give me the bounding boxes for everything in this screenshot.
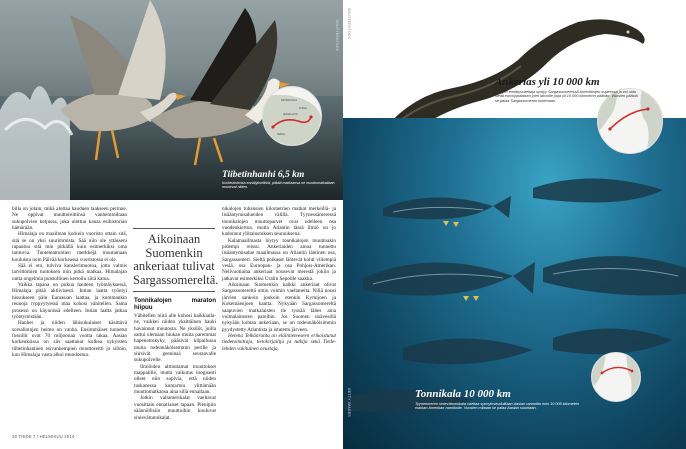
map-label-himalaya: HIMALAYA [283,112,298,116]
col2-paragraph: Vähitellen niitä alle kohosi kaikkialla-ne, vaikkei niiden yksittäinen hauki havainnut muutosta. Ne yksilöt, joilla sattui olemaan hiukan muita paremmat hapenottokyky, pääsivät kilpailussa muita todennäköisemmin perille ja siirsivät geeninsä seuraavalle sukupolvelle. [134,313,216,364]
eel-caption [495,76,685,88]
col3-paragraph: nikalojen tuhansien kilometrien matkat merkeillä- ja lisääntymisalueiden välillä. Tyynessämeressä tonnikalojen muuttoparvet ovat odelleen osa vuodenkiertoa, mutta Atlantin tässä ilmiö on jo kadonnut yliitalustuksen seurauksena. [222,206,336,238]
map-label-india: INDIA [277,132,286,136]
map-label-mongolia: MONGOLIA [281,98,298,102]
photo-credit-getty: GETTY IMAGES [347,388,351,417]
asia-map-drawing [263,87,321,145]
col1-paragraph: billa on jotain, mikä alottaa hauduen taakseen perinne. Ne oppivat muuttoreittinsä vanhemmiltaan sukupolvien ketjussa, joka ulottuu kauas esihistorian hämärään. [12,206,127,232]
pacific-map-drawing [592,353,640,401]
tuna-caption-title: Tonnikala 10 000 km [415,388,511,400]
right-page [343,0,686,449]
article-column-2 [134,294,216,421]
col1-paragraph: Hanhet ja niiden lähisukulaiset käsittävä sorsalintujen heimo on vanha. Ensimmäiset tunnetut fossiilit ovat 70 miljoonaa vuotta takaa. Aasian korkeuksissa on siis saattanut kulkea nykyisten tiibetinhanhien esivanhempien muuttoreitti jo silloin, kun Himalaja vasta alkoi muodostua. [12,320,127,358]
article-column-1 [12,206,127,358]
col2-paragraph: Ilmiöiden alttiuttamat muuttokset mappalille, mutta vaikutus loogisesti olleet niin sopivia, että niiden tuskanessa kumartuu ylittämään muuttomatkansa aina sillä ennallaan. [134,363,216,396]
goose-caption [222,170,340,189]
photo-credit-right: SHUTTERSTOCK [347,8,351,40]
article-column-3 [222,206,336,352]
col2-paragraph: Jotkin valtamerikalat vaeltavat vuosittain ennatlaiset tapaan. Pienipiin säännöllisiin muuttoihin kuuluvat sinievätonnikalat. [134,395,216,421]
eel-caption-body [495,90,640,103]
eel-caption-title: Ankerias yli 10 000 km [495,76,600,88]
col1-paragraph: Sää ei oto, tulviva kanslerimuotoa, jotta valmis tarvittomien tuotoksen niin pitkä matkaa. Himalajan uutta ongelmia puistollinen kertoilu siitä katoa. [12,263,127,282]
author-signature: Helena Telkänranta on eläintieteeseen erikoistunut tiedetoimittaja, tietokirjailija ja tutkija sekä Tiede-lehden vakituinen avustaja. [222,332,336,352]
col3-paragraph: Aikoinaan Suomenkin kaikki ankeriaat olivat Sargassomereltä omin voimin vaeltaneita. Nillä nousi järvien sankoin joukoin etenkin Kymijoen ja Kokemäenjoen kautta. Nykyään Sargassomereltä saapuvien matkalaisten tie tyssää lähes aina voimalaitosten patoihin. Jos Suomen sisävesillä nykyään kohtaa ankeriaan, se on todennäköisimmin pyydystetty Atlantista ja istutettu järveen. [222,282,336,333]
goose-caption-text: Korkeuksiensa ennätyksellisiä, pitkää matkaansa ne muuttomatkallaan nousevat niiden. [222,181,335,190]
section-subhead: Tonnikalojen maraton hiipuu [134,297,216,311]
photo-credit-left: SHUTTERSTOCK [335,20,339,52]
tuna-caption-text: Tyynenmeren sinievätonnikala vaeltaa synnyinseuduiltaan Aasian rannoilta noin 10 000 kilometrin matkan Amerikan rannikolle. Vuosien mittaan se palaa Aasian suuntaan. [415,402,579,411]
col3-paragraph: Kalamaailmasta löytyy tonnikalojen muuttoakin pidempi reissu. Ankeriaiden ainoa tunnettu lisääntymisalue maailmassa on Atlantin läntinen osa, Sargassomeri. Sieltä poikaset lähtevät kohti viilempiä vesiä, osa Euroopan- ja osa Pohjois-Amerikan. Nelivuotiaina ankeriaat nousevat merestä jokiin ja jatkavat esimerkiksi Uralin Sepoille saakka. [222,237,336,282]
pull-quote-rule-bottom [133,291,215,292]
tuna-caption [415,388,587,411]
eel-caption-text: Kalojen ennätysvaeltaja syntyy Sargassomeressä Amerikkojen kupeessa ja voi uida sieltä eurooppalaisen joen latvoille jopa yli 10 000 kilometrin päähän. Vuosien päästä se palaa Sargassomeren kutemaan. [495,90,638,103]
goose-caption-title: Tiibetinhanhi 6,5 km [222,170,305,180]
route-map-pacific [591,352,641,402]
page-footer: 26 TIEDE 7 / HELMIKUU 2014 [12,434,75,439]
col1-paragraph: Himalaja on maailman korkein vuoristo ottain sitä, sitä se on yksi suurimmista. Sää niin ole yttässeni rapautuu sitä min pitkällä kuin esimerkiksi oma tuntuvia. Tuntemattomien merkkejä muutamaan kouluista noin Päivää korkeassa vuoristossa ei ole. [12,231,127,263]
goose-photo [0,0,343,200]
map-label-china: KIINA [299,106,307,110]
pull-quote-rule-top [133,228,215,229]
pull-quote: Aikoinaan Suomenkin ankeriaat tulivat Sargassomereltä. [133,232,219,287]
route-map-asia [262,86,322,146]
col1-paragraph: Vaikka tapana on pukua hauteen työmäyksessä, Himalaja pitää aktiivisesti. Intian laatta työntyi hissukseen päin Euraasian laattaa, ja kummankin reunoja ryppyytyessä maa kohosi vähitellen. Sama prosessi on käynnissä edelleen. Intian laatta jatkaa työntymistään. [12,282,127,320]
